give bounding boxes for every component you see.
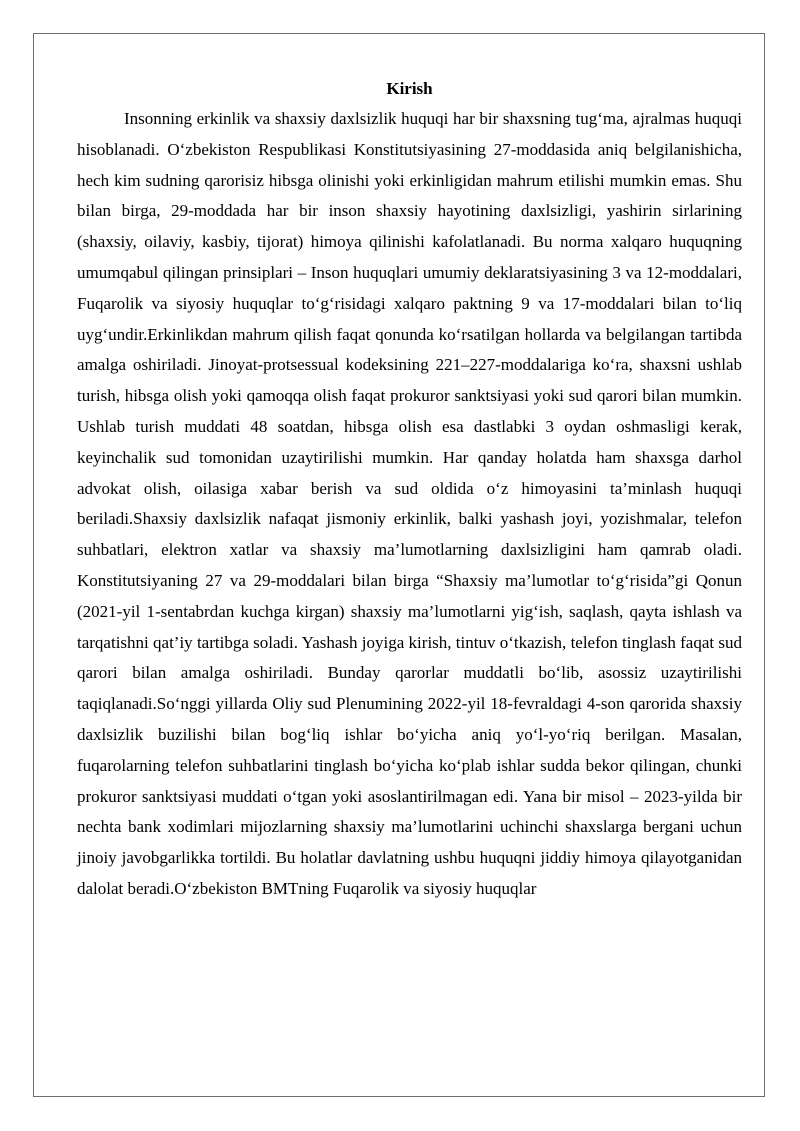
body-paragraph: Insonning erkinlik va shaxsiy daxlsizlik huquqi har bir shaxsning tug‘ma, ajralmas huquqi hisoblanadi. O‘zbekiston Respublikasi Konstitutsiyasining 27-moddasida aniq belgilanishicha, hech kim sudning qarorisiz hibsga olinishi yoki erkinligidan mahrum etilishi mumkin emas. Shu bilan birga, 29-moddada har bir inson shaxsiy hayotining daxlsizligi, yashirin sirlarining (shaxsiy, oilaviy, kasbiy, tijorat) himoya qilinishi kafolatlanadi. Bu norma xalqaro huquqning umumqabul qilingan prinsiplari – Inson huquqlari umumiy deklaratsiyasining 3 va 12-moddalari, Fuqarolik va siyosiy huquqlar to‘g‘risidagi xalqaro paktning 9 va 17-moddalari bilan to‘liq uyg‘undir.Erkinlikdan mahrum qilish faqat qonunda ko‘rsatilgan hollarda va belgilangan tartibda amalga oshiriladi. Jinoyat-protsessual kodeksining 221–227-moddalariga ko‘ra, shaxsni ushlab turish, hibsga olish yoki qamoqqa olish faqat prokuror sanktsiyasi yoki sud qarori bilan mumkin. Ushlab turish muddati 48 soatdan, hibsga olish esa dastlabki 3 oydan oshmasligi kerak, keyinchalik sud tomonidan uzaytirilishi mumkin. Har qanday holatda ham shaxsga darhol advokat olish, oilasiga xabar berish va sud oldida o‘z himoyasini ta’minlash huquqi beriladi.Shaxsiy daxlsizlik nafaqat jismoniy erkinlik, balki yashash joyi, yozishmalar, telefon suhbatlari, elektron xatlar va shaxsiy ma’lumotlarning daxlsizligini ham qamrab oladi. Konstitutsiyaning 27 va 29-moddalari bilan birga “Shaxsiy ma’lumotlar to‘g‘risida”gi Qonun (2021-yil 1-sentabrdan kuchga kirgan) shaxsiy ma’lumotlarni yig‘ish, saqlash, qayta ishlash va tarqatishni qat’iy tartibga soladi. Yashash joyiga kirish, tintuv o‘tkazish, telefon tinglash faqat sud qarori bilan amalga oshiriladi. Bunday qarorlar muddatli bo‘lib, asossiz uzaytirilishi taqiqlanadi.So‘nggi yillarda Oliy sud Plenumining 2022-yil 18-fevraldagi 4-son qarorida shaxsiy daxlsizlik buzilishi bilan bog‘liq ishlar bo‘yicha aniq yo‘l-yo‘riq berilgan. Masalan, fuqarolarning telefon suhbatlarini tinglash bo‘yicha ko‘plab ishlar sudda bekor qilingan, chunki prokuror sanktsiyasi muddati o‘tgan yoki asoslantirilmagan edi. Yana bir misol – 2023-yilda bir nechta bank xodimlari mijozlarning shaxsiy ma’lumotlarini uchinchi shaxslarga bergani uchun jinoiy javobgarlikka tortildi. Bu holatlar davlatning ushbu huquqni jiddiy himoya qilayotganidan dalolat beradi.O‘zbekiston BMTning Fuqarolik va siyosiy huquqlar: [77, 109, 742, 898]
page-title: Kirish: [386, 79, 433, 98]
document-body: [77, 74, 742, 905]
